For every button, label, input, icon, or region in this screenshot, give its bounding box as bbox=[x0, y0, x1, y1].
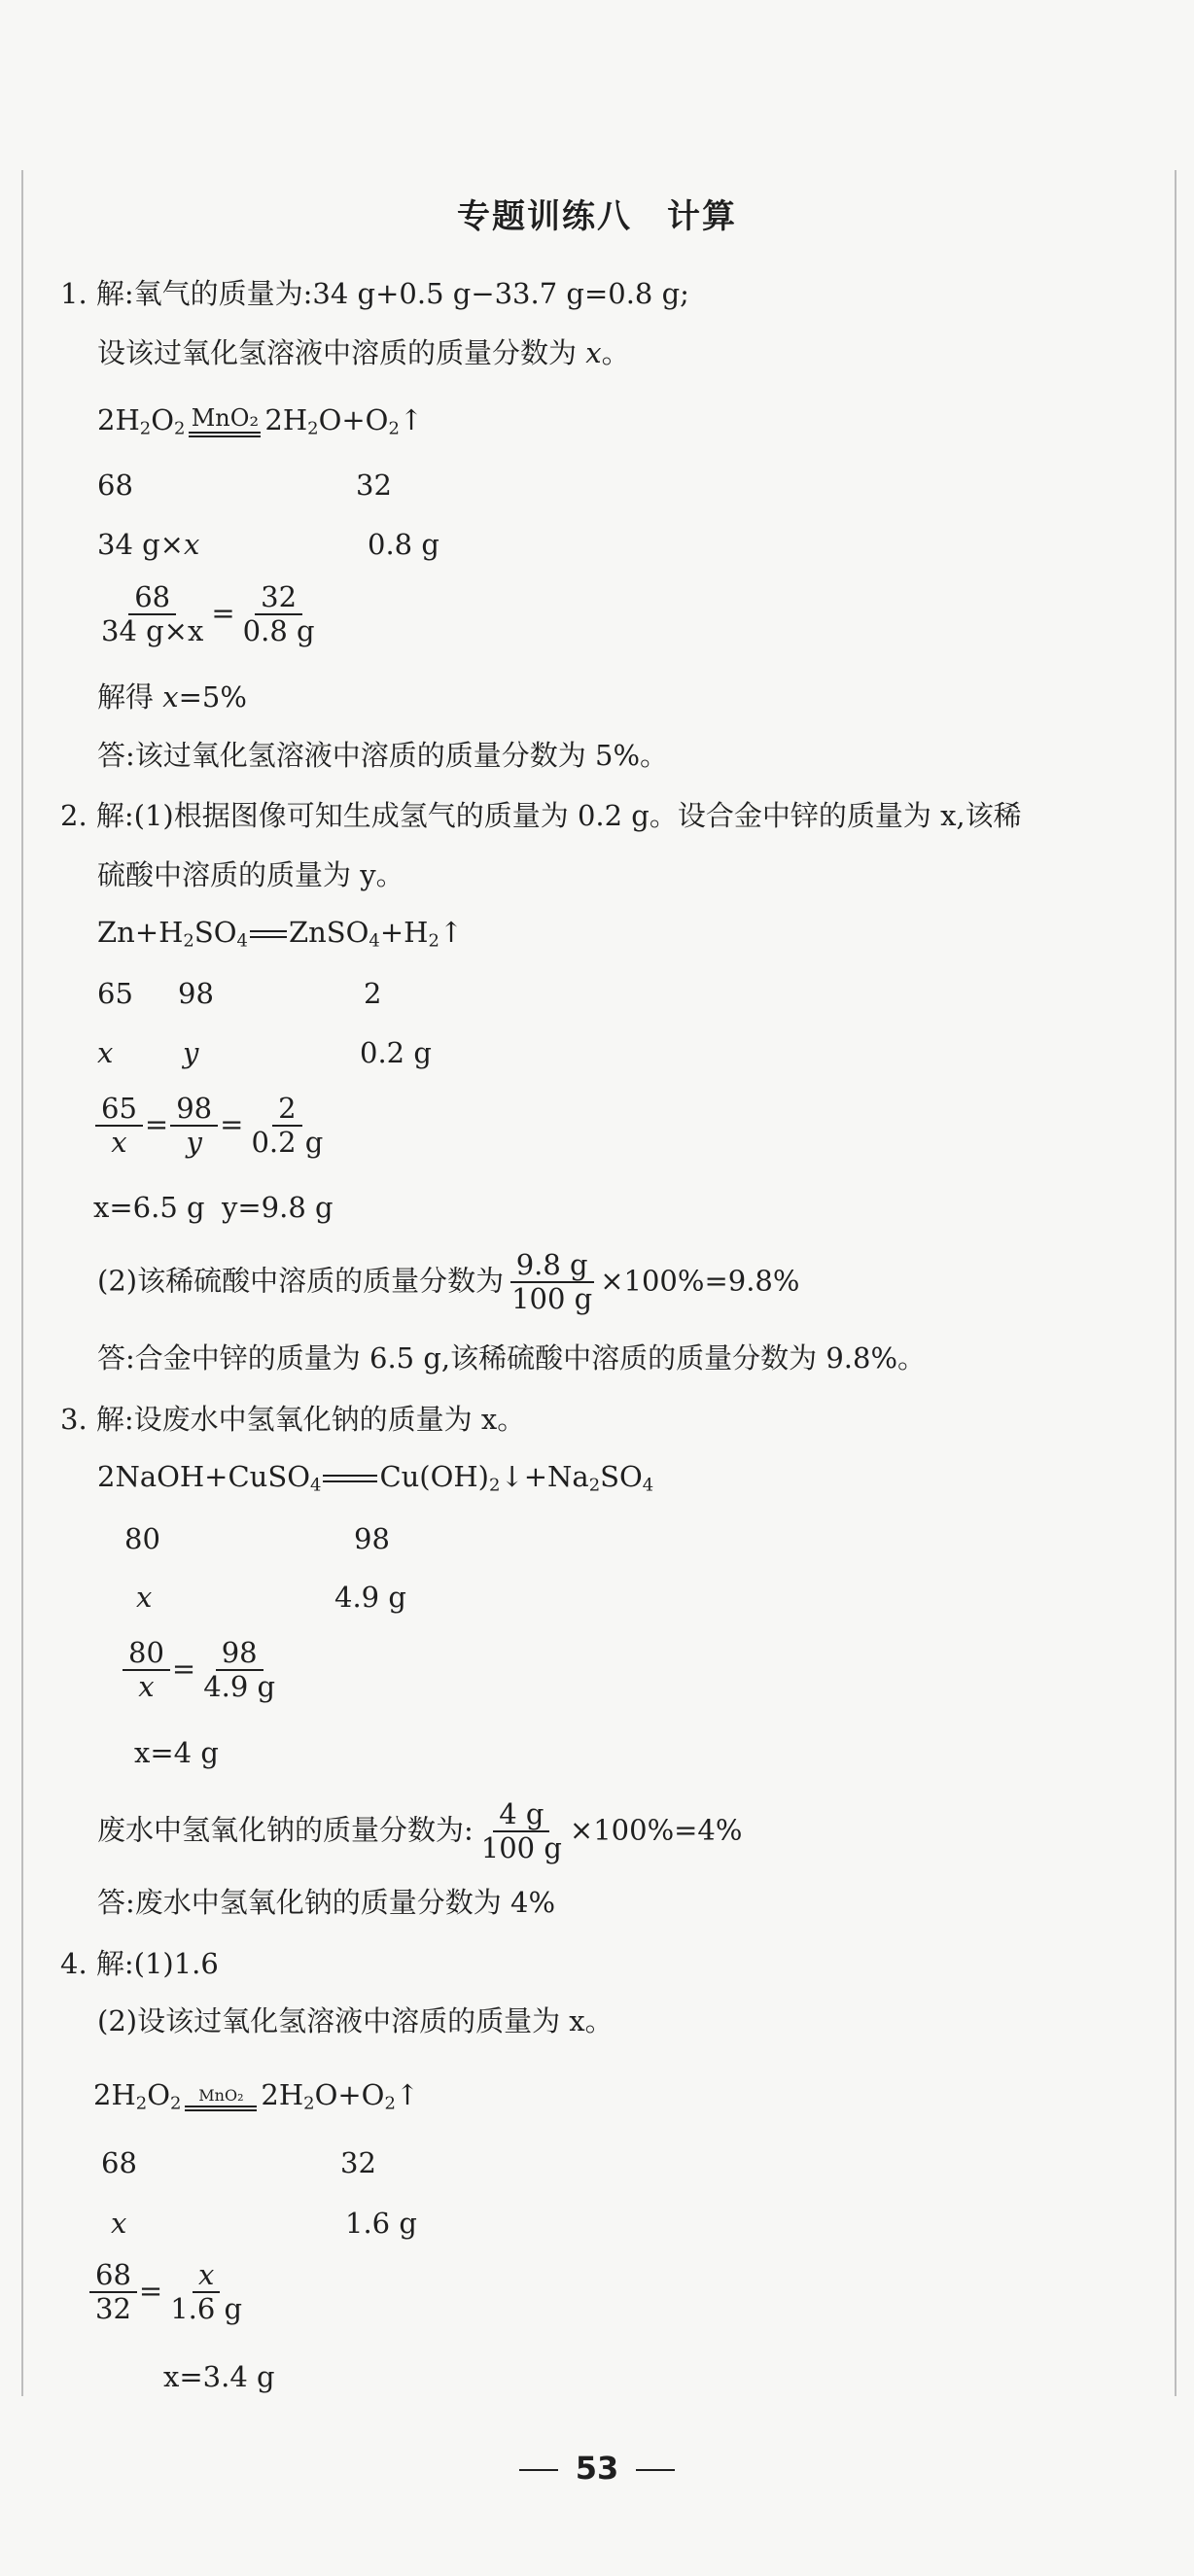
fraction: $\frac{x}{1.6 g}$ bbox=[170, 2258, 243, 2326]
q3-mass-a: 80 bbox=[124, 1522, 160, 1555]
q2-line-2: 硫酸中溶质的质量为 y。 bbox=[97, 858, 404, 891]
q1-value-b: 0.8 g bbox=[368, 528, 439, 561]
q1-equation: $2H_2O_2$ MnO₂ $2H_2O+O_2↑$ bbox=[97, 403, 424, 439]
q4-line-2: (2)设该过氧化氢溶液中溶质的质量为 x。 bbox=[97, 2004, 614, 2037]
q4-value-a: x bbox=[111, 2207, 127, 2240]
q3-answer: 答:废水中氢氧化钠的质量分数为 4% bbox=[97, 1886, 555, 1919]
q2-value-b: y bbox=[183, 1036, 199, 1069]
q2-mass-c: 2 bbox=[364, 977, 382, 1010]
reaction-condition: MnO₂ bbox=[189, 406, 261, 437]
q4-mass-a: 68 bbox=[101, 2146, 137, 2179]
q3-percentage: 废水中氢氧化钠的质量分数为: $\frac{4 g}{100 g}$ ×100%=4% bbox=[97, 1797, 743, 1865]
q2-value-a: x bbox=[97, 1036, 114, 1069]
fraction: $\frac{4 g}{100 g}$ bbox=[480, 1797, 562, 1865]
q3-proportion: $\frac{80}{x}$ = $\frac{98}{4.9 g}$ bbox=[121, 1637, 283, 1704]
page-title: 专题训练八 计算 bbox=[457, 197, 737, 236]
q4-equation: $2H_2O_2$ MnO₂ $2H_2O+O_2↑$ bbox=[93, 2078, 420, 2114]
q2-result-x: x=6.5 g bbox=[93, 1191, 205, 1224]
q2-mass-a: 65 bbox=[97, 977, 133, 1010]
fraction: $\frac{80}{x}$ bbox=[123, 1637, 170, 1704]
q3-equation: 2NaOH+CuSO$_4$ $Cu(OH)_2↓+Na_2SO_4$ bbox=[97, 1460, 654, 1496]
q2-equation: $Zn+H_2SO_4$ $ZnSO_4+H_2↑$ bbox=[97, 916, 464, 952]
fraction: $\frac{2}{0.2 g}$ bbox=[251, 1092, 324, 1160]
q1-answer: 答:该过氧化氢溶液中溶质的质量分数为 5%。 bbox=[97, 739, 668, 772]
q1-value-a: 34 g×x bbox=[97, 528, 200, 561]
fraction: $\frac{68}{34 g\times x}$ bbox=[101, 580, 204, 648]
q2-result-y: y=9.8 g bbox=[222, 1191, 334, 1224]
fraction: $\frac{98}{4.9 g}$ bbox=[203, 1636, 276, 1704]
right-border-line bbox=[1175, 170, 1176, 2396]
fraction: $\frac{9.8 g}{100 g}$ bbox=[511, 1248, 593, 1316]
fraction: $\frac{32}{0.8 g}$ bbox=[242, 580, 315, 648]
q3-mass-b: 98 bbox=[354, 1522, 390, 1555]
q2-proportion: $\frac{65}{x}$ = $\frac{98}{y}$ = $\frac{2}{0.2 g}$ bbox=[93, 1093, 331, 1160]
q2-line-1: 2. 解:(1)根据图像可知生成氢气的质量为 0.2 g。设合金中锌的质量为 x,该稀 bbox=[60, 799, 1022, 832]
left-border-line bbox=[21, 170, 23, 2396]
q3-value-a: x bbox=[136, 1581, 153, 1614]
q1-mass-b: 32 bbox=[356, 469, 392, 502]
q2-mass-b: 98 bbox=[178, 977, 214, 1010]
reaction-condition: MnO₂ bbox=[185, 2088, 257, 2111]
q1-line-1: 1. 解:氧气的质量为:34 g+0.5 g−33.7 g=0.8 g; bbox=[60, 277, 689, 310]
q4-proportion: $\frac{68}{32}$ = $\frac{x}{1.6 g}$ bbox=[88, 2259, 250, 2326]
q3-line-1: 3. 解:设废水中氢氧化钠的质量为 x。 bbox=[60, 1403, 526, 1436]
page-number: 53 bbox=[0, 2450, 1194, 2487]
q1-proportion: $\frac{68}{34 g\times x}$ = $\frac{32}{0.8 g}$ bbox=[93, 581, 323, 648]
fraction: $\frac{98}{y}$ bbox=[170, 1093, 218, 1160]
fraction: $\frac{68}{32}$ bbox=[89, 2259, 137, 2326]
q1-solution: 解得 x=5% bbox=[97, 680, 247, 714]
q4-result: x=3.4 g bbox=[163, 2360, 275, 2393]
q1-line-2: 设该过氧化氢溶液中溶质的质量分数为 x。 bbox=[97, 336, 630, 369]
q3-value-b: 4.9 g bbox=[334, 1581, 406, 1614]
q4-line-1: 4. 解:(1)1.6 bbox=[60, 1947, 219, 1980]
q2-part-2: (2)该稀硫酸中溶质的质量分数为 $\frac{9.8 g}{100 g}$ ×100%=9.8% bbox=[97, 1248, 800, 1316]
q3-result: x=4 g bbox=[134, 1736, 219, 1769]
q2-value-c: 0.2 g bbox=[360, 1036, 432, 1069]
q4-value-b: 1.6 g bbox=[345, 2207, 417, 2240]
fraction: $\frac{65}{x}$ bbox=[95, 1093, 143, 1160]
q1-mass-a: 68 bbox=[97, 469, 133, 502]
q2-answer: 答:合金中锌的质量为 6.5 g,该稀硫酸中溶质的质量分数为 9.8%。 bbox=[97, 1341, 927, 1375]
q4-mass-b: 32 bbox=[340, 2146, 376, 2179]
